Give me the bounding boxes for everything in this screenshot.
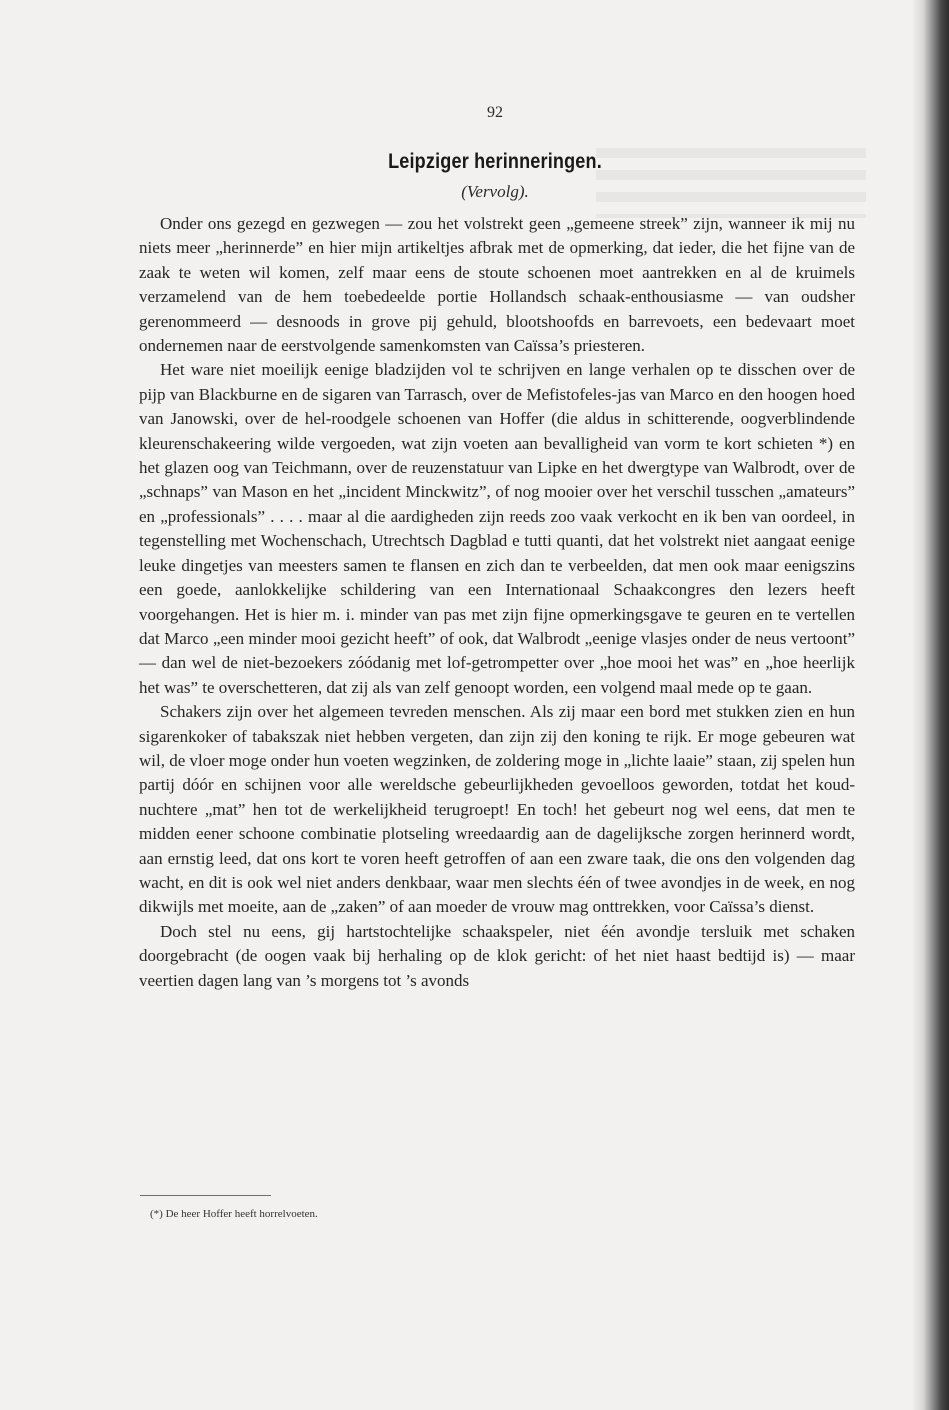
article-body [139,212,855,993]
article-title: Leipziger herinneringen. [388,150,602,173]
page-number: 92 [487,104,503,121]
footnote: (*) De heer Hoffer heeft horrelvoeten. [150,1208,318,1220]
paragraph-3: Schakers zijn over het algemeen tevreden menschen. Als zij maar een bord met stukken zien en hun sigarenkoker of tabakszak niet hebben vergeten, dan zijn zij den koning te rijk. Er moge gebeuren wat wil, de vloer moge onder hun voeten wegzinken, de zoldering moge in „lichte laaie” staan, zij spelen hun partij dóór en schijnen voor alle wereldsche gebeurlijkheden gevoelloos geworden, totdat het koud-nuchtere „mat” hen tot de werkelijkheid terugroept! En toch! het gebeurt nog wel eens, dat men te midden eener schoone combinatie plotseling wreedaardig aan de dagelijksche zorgen herinnerd wordt, aan ernstig leed, dat ons kort te voren heeft getroffen of aan een zware taak, die ons den volgenden dag wacht, en dit is ook wel niet anders denkbaar, waar men slechts één of twee avondjes in de week, en nog dikwijls met moeite, aan de „zaken” of aan moeder de vrouw mag onttrekken, voor Caïssa’s dienst. [139,702,855,917]
footnote-divider [140,1195,271,1196]
article-subtitle: (Vervolg). [461,182,529,201]
paragraph-4: Doch stel nu eens, gij hartstochtelijke schaakspeler, niet één avondje tersluik met schaken doorgebracht (de oogen vaak bij herhaling op de klok gericht: of het niet haast bedtijd is) — maar veertien dagen lang van ’s morgens tot ’s avonds [139,921,855,990]
paragraph-2: Het ware niet moeilijk eenige bladzijden vol te schrijven en lange verhalen op te disschen over de pijp van Blackburne en de sigaren van Tarrasch, over de Mefistofeles-jas van Marco en den hoogen hoed van Janowski, over de hel-roodgele schoenen van Hoffer (die aldus in schitterende, oogverblindende kleurenschakeering wilde vergoeden, wat zijn voeten aan bevalligheid van vorm te kort schieten *) en het glazen oog van Teichmann, over de reuzenstatuur van Lipke en het dwergtype van Walbrodt, over de „schnaps” van Mason en het „incident Minckwitz”, of nog mooier over het verschil tusschen „amateurs” en „professionals” . . . . maar al die aardigheden zijn reeds zoo vaak verkocht en ik ben van oordeel, in tegenstelling met Wochenschach, Utrechtsch Dagblad e tutti quanti, dat het volstrekt niet aangaat eenige leuke dingetjes van meesters samen te flansen en zich dan te verbeelden, dat men ook maar eenigszins een goede, aanlokkelijke schildering van een Internationaal Schaakcongres den lezers heeft voorgehangen. Het is hier m. i. minder van pas met zijn fijne opmerkingsgave te geuren en te vertellen dat Marco „een minder mooi gezicht heeft” of ook, dat Walbrodt „eenige vlasjes onder de neus vertoont” — dan wel de niet-bezoekers zóódanig met lof-getrompetter over „hoe mooi het was” en „hoe heerlijk het was” te overschetteren, dat zij als van zelf genoopt worden, een volgend maal mede op te gaan. [139,360,855,697]
book-spine-edge [913,0,949,1410]
paragraph-1: Onder ons gezegd en gezwegen — zou het volstrekt geen „gemeene streek” zijn, wanneer ik mij nu niets meer „herinnerde” en hier mijn artikeltjes afbrak met de opmerking, dat ieder, die het fijne van de zaak te weten wil komen, zelf maar eens de stoute schoenen moet aantrekken en al de kruimels verzamelend van de hem toebedeelde portie Hollandsch schaak-enthousiasme — van oudsher gerenommeerd — desnoods in grove pij gehuld, blootshoofds en barrevoets, een bedevaart moet ondernemen naar de eerstvolgende samenkomsten van Caïssa’s priesteren. [139,214,855,356]
